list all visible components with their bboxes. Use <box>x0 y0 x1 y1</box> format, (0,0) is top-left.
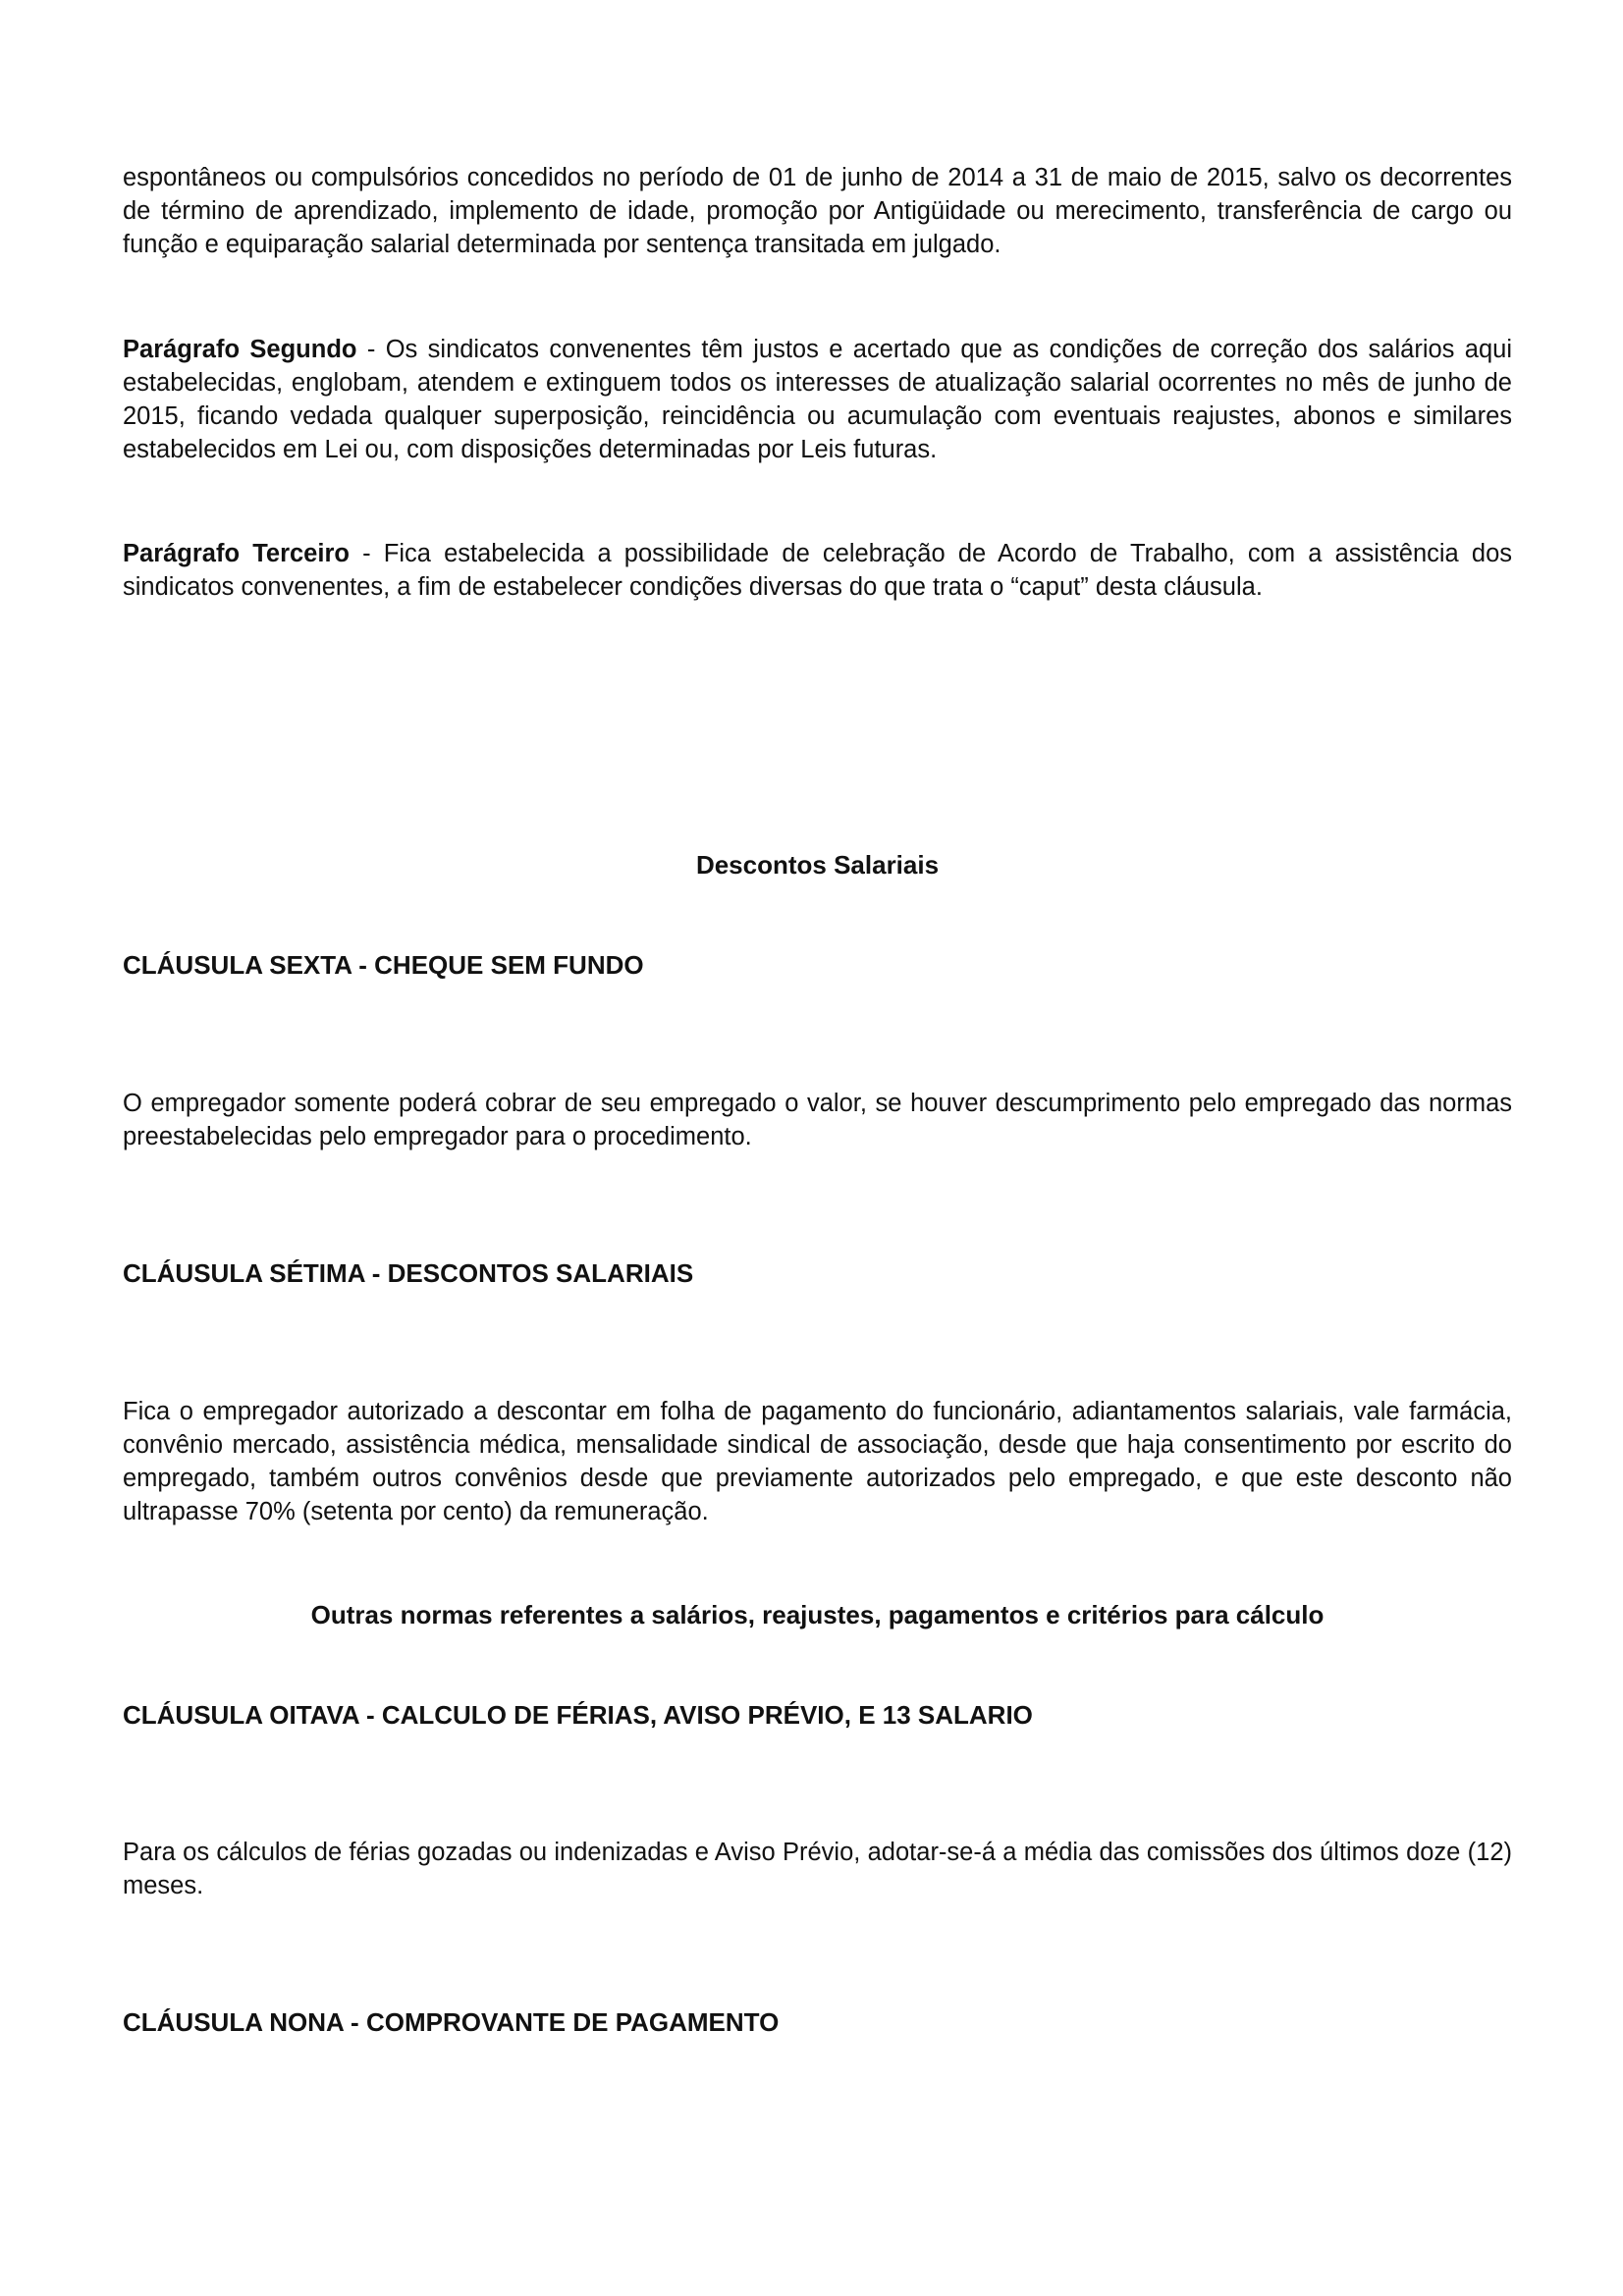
paragrafo-terceiro <box>123 537 1512 604</box>
paragrafo-terceiro-text: - Fica estabelecida a possibilidade de celebração de Acordo de Trabalho, com a assistência dos sindicatos convenentes, a fim de estabelecer condições diversas do que trata o “caput” desta cláusula. <box>123 540 1512 601</box>
clause-oitava-title: CLÁUSULA OITAVA - CALCULO DE FÉRIAS, AVISO PRÉVIO, E 13 SALARIO <box>123 1700 1033 1730</box>
paragrafo-segundo-label: Parágrafo Segundo <box>123 336 357 363</box>
clause-nona-title: CLÁUSULA NONA - COMPROVANTE DE PAGAMENTO <box>123 2007 780 2037</box>
clause-oitava-text: Para os cálculos de férias gozadas ou indenizadas e Aviso Prévio, adotar-se-á a média das comissões dos últimos doze (12) meses. <box>123 1839 1512 1899</box>
clause-sexta-text: O empregador somente poderá cobrar de seu empregado o valor, se houver descumprimento pelo empregado das normas preestabelecidas pelo empregador para o procedimento. <box>123 1090 1512 1150</box>
paragrafo-segundo <box>123 333 1512 466</box>
paragrafo-segundo-text: - Os sindicatos convenentes têm justos e acertado que as condições de correção dos salários aqui estabelecidas, englobam, atendem e extinguem todos os interesses de atualização salarial ocorrentes no mês de junho de 2015, ficando vedada qualquer superposição, reincidência ou acumulação com eventuais reajustes, abonos e similares estabelecidos em Lei ou, com disposições determinadas por Leis futuras. <box>123 336 1512 463</box>
section-title-descontos: Descontos Salariais <box>695 850 940 880</box>
clause-sexta-title: CLÁUSULA SEXTA - CHEQUE SEM FUNDO <box>123 950 644 980</box>
section-title-outras-normas: Outras normas referentes a salários, reajustes, pagamentos e critérios para cálculo <box>310 1600 1325 1629</box>
clause-setima-title: CLÁUSULA SÉTIMA - DESCONTOS SALARIAIS <box>123 1258 694 1288</box>
clause-setima-text: Fica o empregador autorizado a descontar em folha de pagamento do funcionário, adiantamentos salariais, vale farmácia, convênio mercado, assistência médica, mensalidade sindical de associação, desde que haja consentimento por escrito do empregado, também outros convênios desde que previamente autorizados pelo empregado, e que este desconto não ultrapasse 70% (setenta por cento) da remuneração. <box>123 1398 1512 1525</box>
intro-paragraph: espontâneos ou compulsórios concedidos no período de 01 de junho de 2014 a 31 de maio de 2015, salvo os decorrentes de término de aprendizado, implemento de idade, promoção por Antigüidade ou merecimento, transferência de cargo ou função e equiparação salarial determinada por sentença transitada em julgado. <box>123 164 1512 258</box>
paragrafo-terceiro-label: Parágrafo Terceiro <box>123 540 350 567</box>
